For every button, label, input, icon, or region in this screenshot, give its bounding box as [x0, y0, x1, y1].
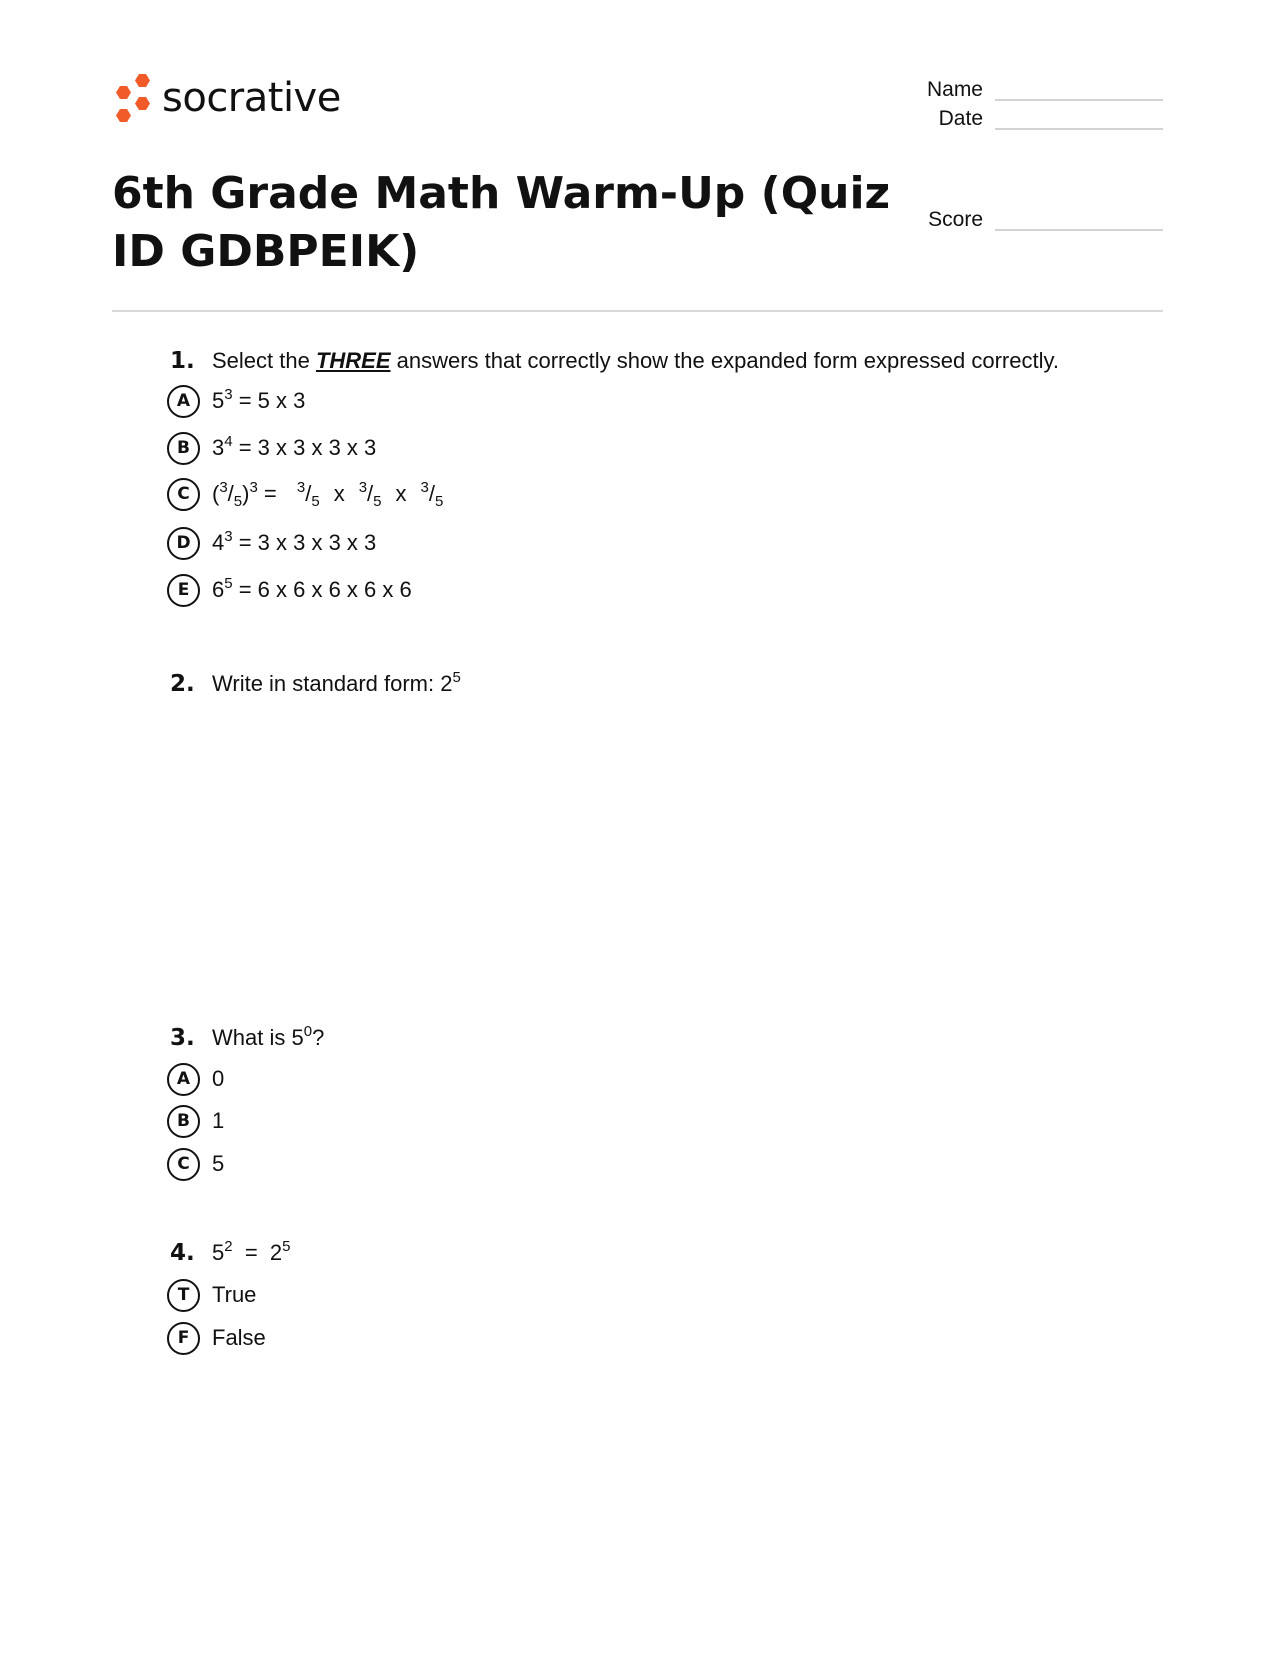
option-text: $4^3 = 3$ x 3 x 3 x 3 [212, 528, 377, 555]
score-label: Score [928, 208, 983, 231]
option-text: $3^4 = 3$ x 3 x 3 x 3 [212, 433, 377, 460]
option-bubble[interactable]: E [167, 574, 200, 607]
question-number: 1. [170, 348, 195, 374]
score-input-line[interactable] [995, 229, 1163, 231]
date-label: Date [938, 107, 983, 130]
option-bubble[interactable]: T [167, 1279, 200, 1312]
answer-space[interactable] [212, 710, 1112, 1000]
name-label: Name [926, 78, 983, 101]
option-text: $5^3 = 5$ x 3 [212, 386, 306, 413]
option-text: False [212, 1325, 266, 1350]
question-text: Write in standard form: $2^5$ [212, 669, 461, 696]
option-text: 5 [212, 1151, 225, 1176]
hexagon-logo-icon [112, 72, 152, 124]
question-text: What is $5^0$? [212, 1023, 325, 1050]
option-bubble[interactable]: B [167, 1105, 200, 1138]
option-bubble[interactable]: F [167, 1322, 200, 1355]
socrative-logo [112, 72, 352, 124]
option-bubble[interactable]: B [167, 432, 200, 465]
question-text: $5^2 = 2^5$ [212, 1238, 291, 1265]
option-text: True [212, 1282, 257, 1307]
name-field[interactable] [880, 75, 1163, 105]
question-text: Select the THREE answers that correctly show the expanded form expressed correctly. [212, 348, 1059, 373]
question-number: 4. [170, 1240, 195, 1266]
name-input-line[interactable] [995, 99, 1163, 101]
option-text: $(^3/_5)^3 = ^3/_5$ x $^3/_5$ x $^3/_5$ [212, 479, 444, 510]
question-number: 3. [170, 1025, 195, 1051]
option-bubble[interactable]: A [167, 385, 200, 418]
header-divider [112, 310, 1163, 312]
option-bubble[interactable]: C [167, 478, 200, 511]
option-bubble[interactable]: C [167, 1148, 200, 1181]
quiz-title: 6th Grade Math Warm-Up (Quiz ID GDBPEIK) [112, 168, 891, 277]
option-text: $6^5 = 6$ x 6 x 6 x 6 x 6 [212, 575, 412, 602]
brand-name: socrative [162, 75, 341, 121]
date-input-line[interactable] [995, 128, 1163, 130]
option-bubble[interactable]: A [167, 1063, 200, 1096]
emphasis-three: THREE [315, 348, 391, 373]
option-text: 0 [212, 1066, 225, 1091]
question-number: 2. [170, 671, 195, 697]
option-bubble[interactable]: D [167, 527, 200, 560]
date-field[interactable] [880, 104, 1163, 134]
score-field[interactable] [880, 205, 1163, 235]
option-text: 1 [212, 1108, 225, 1133]
